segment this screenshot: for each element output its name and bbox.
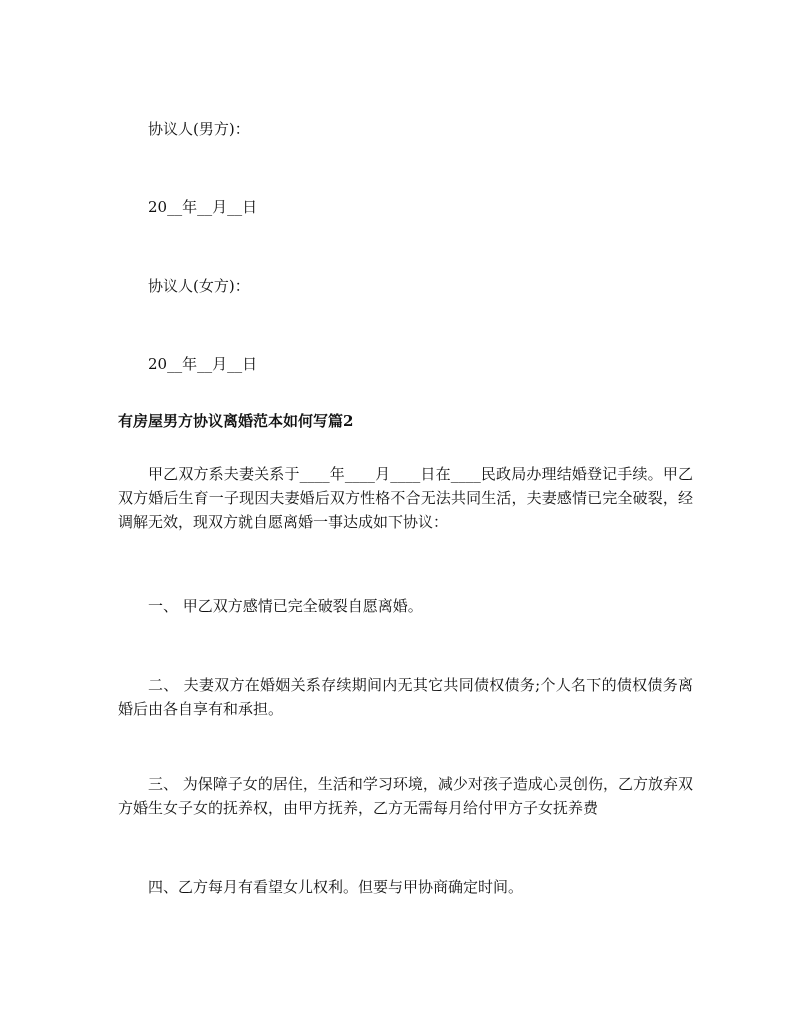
female-signature-date: 20__年__月__日: [148, 355, 258, 373]
female-party-signature-label: 协议人(女方)：: [148, 277, 250, 295]
clause-2: 二、 夫妻双方在婚姻关系存续期间内无其它共同债权债务;个人名下的债权债务离婚后由各自享有和承担。: [118, 676, 693, 718]
intro-paragraph: 甲乙双方系夫妻关系于____年____月____日在____民政局办理结婚登记手续。甲乙双方婚后生育一子现因夫妻婚后双方性格不合无法共同生活，夫妻感情已完全破裂，经调解无效，现双方就自愿离婚一事达成如下协议：: [118, 465, 693, 531]
clause-1: 一、 甲乙双方感情已完全破裂自愿离婚。: [148, 597, 423, 615]
clause-4: 四、乙方每月有看望女儿权利。但要与甲协商确定时间。: [148, 878, 524, 896]
section-heading: 有房屋男方协议离婚范本如何写篇2: [118, 412, 354, 430]
male-signature-date: 20__年__月__日: [148, 198, 258, 216]
male-party-signature-label: 协议人(男方)：: [148, 120, 250, 138]
clause-3: 三、 为保障子女的居住，生活和学习环境，减少对孩子造成心灵创伤，乙方放弃双方婚生女子女的抚养权，由甲方抚养，乙方无需每月给付甲方子女抚养费: [118, 775, 693, 817]
